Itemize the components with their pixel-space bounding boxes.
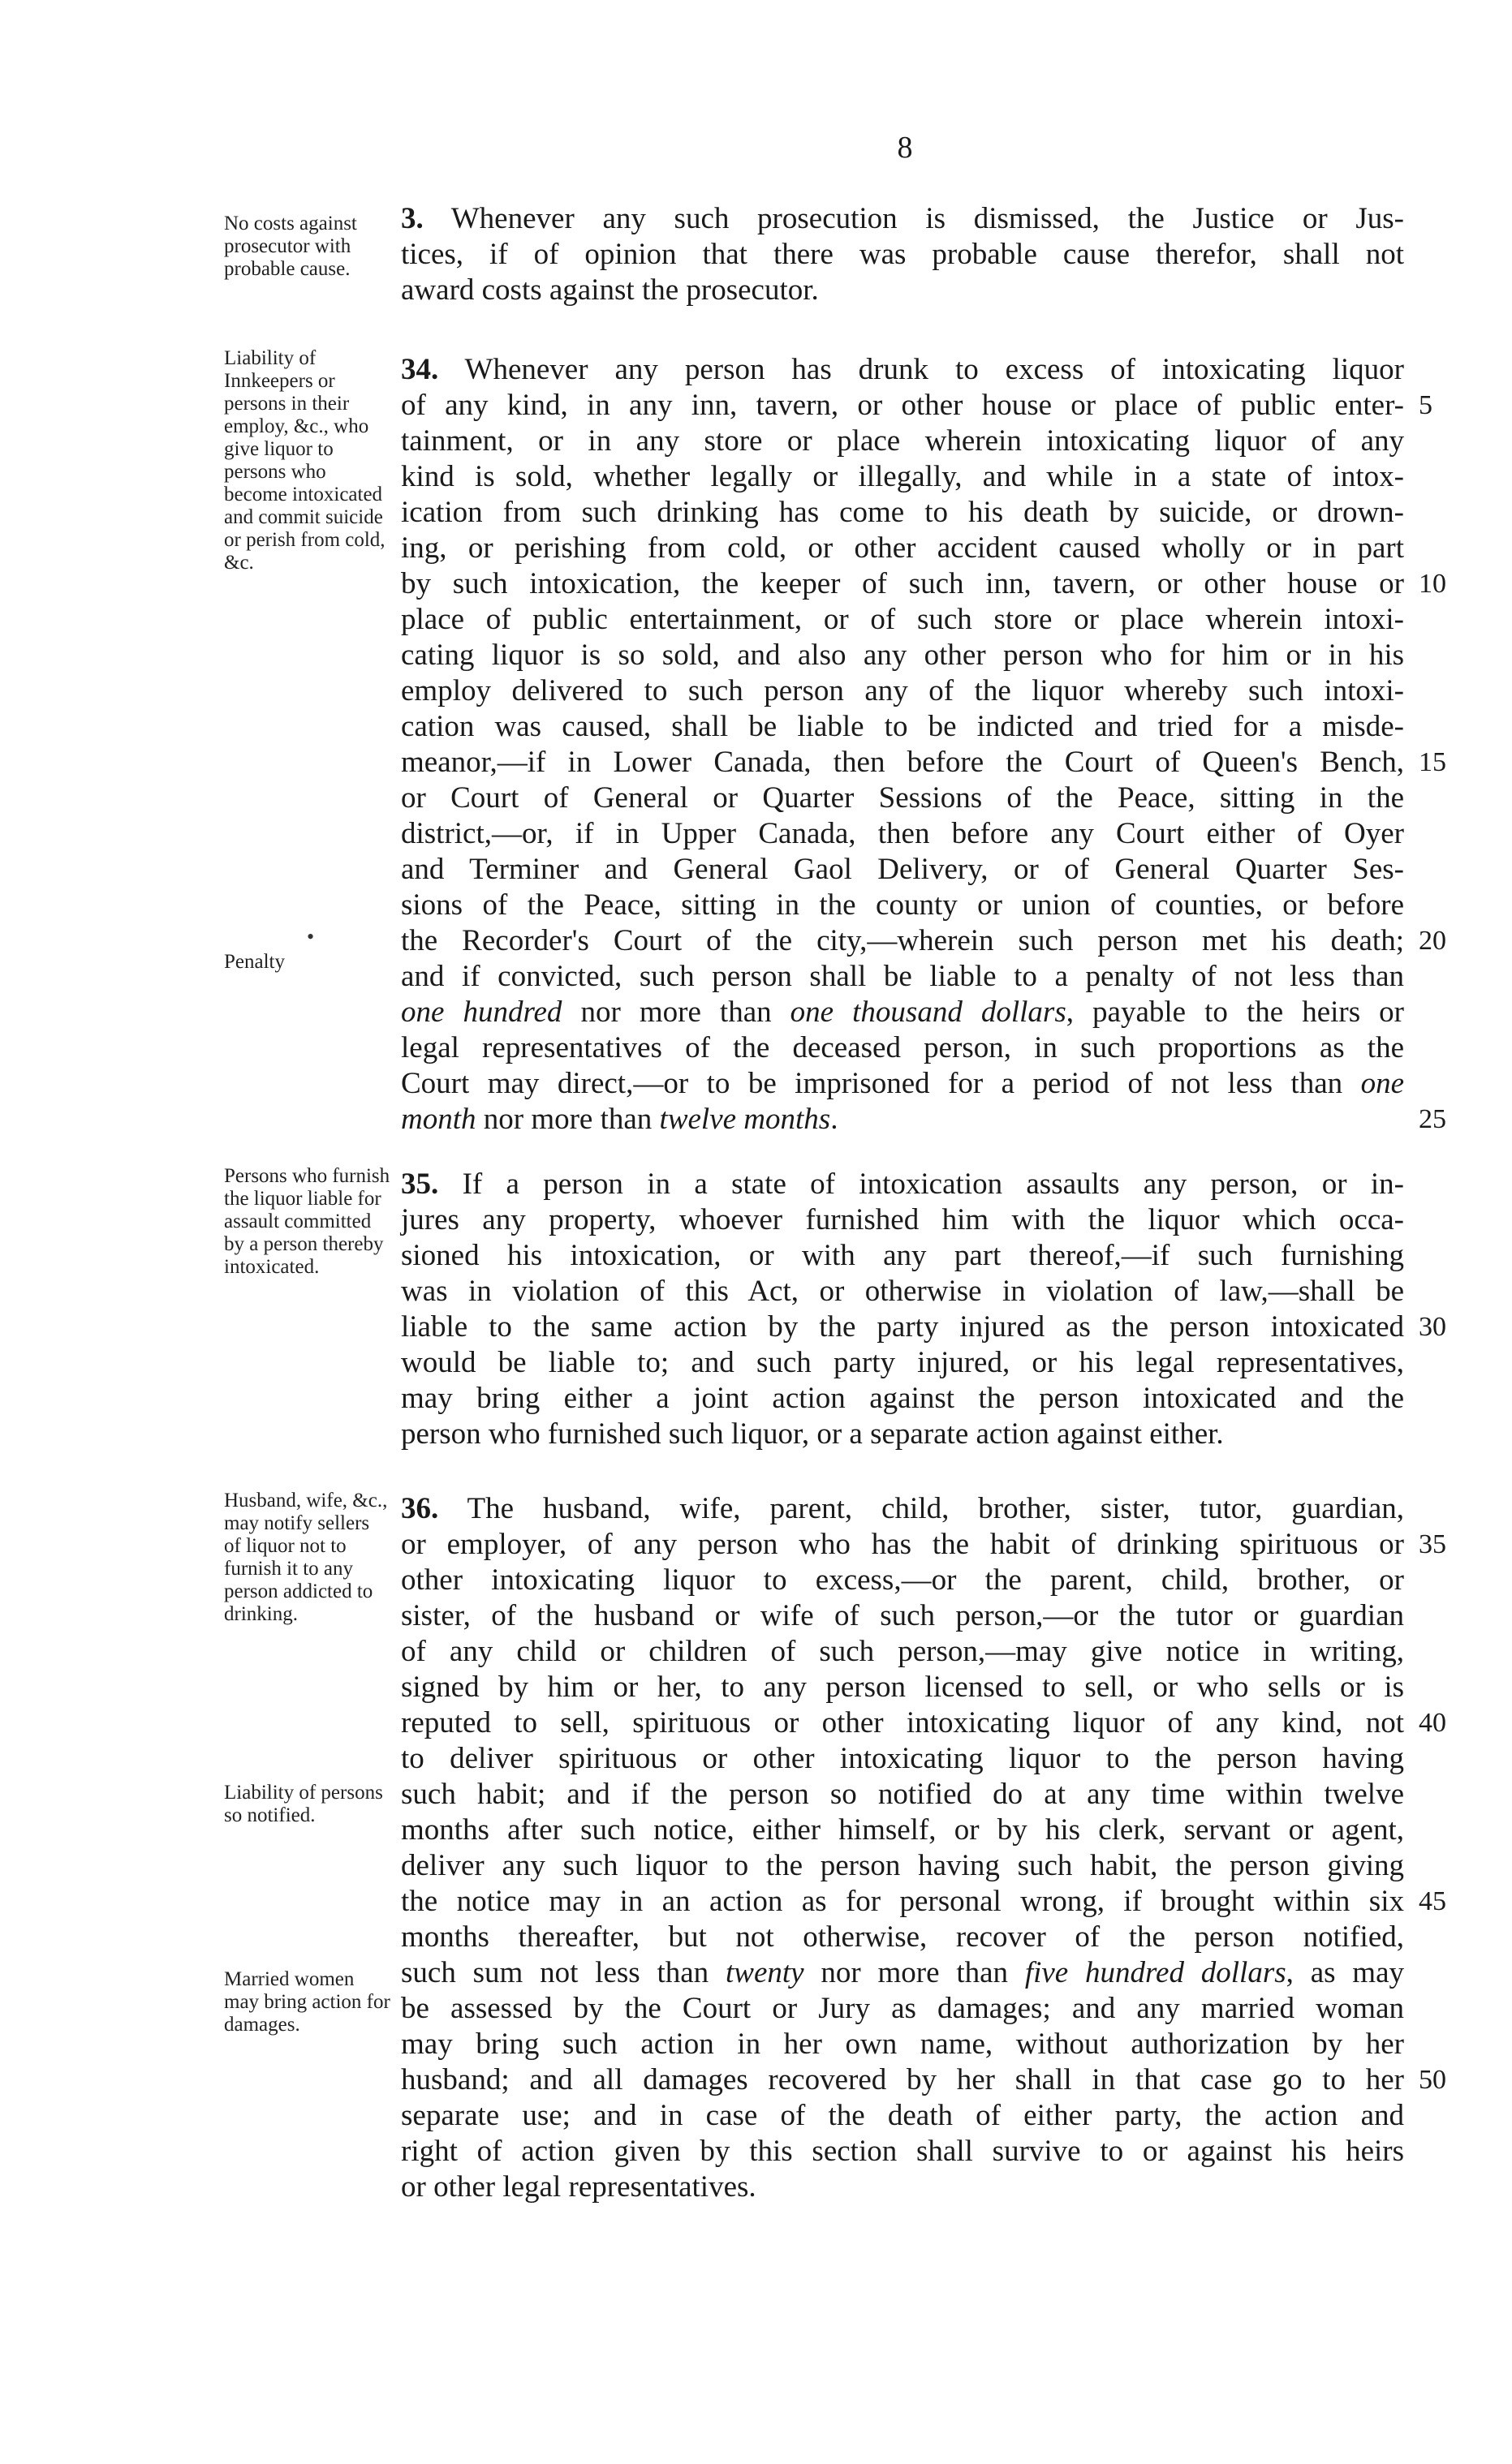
stray-mark: • <box>307 925 315 948</box>
text-line: cation was caused, shall be liable to be indicted and tried for a misde- <box>401 710 1404 743</box>
text-line: the notice may in an action as for personal wrong, if brought within six <box>401 1885 1404 1918</box>
line-number: 20 <box>1419 926 1446 956</box>
line-number: 50 <box>1419 2065 1446 2095</box>
line-text: Whenever any person has drunk to excess of intoxicating liquor <box>438 353 1404 386</box>
line-text: Whenever any such prosecution is dismissed, the Justice or Jus- <box>423 202 1404 235</box>
text-line: separate use; and in case of the death of either party, the action and <box>401 2099 1404 2132</box>
text-line: Court may direct,—or to be imprisoned for a period of not less than one <box>401 1067 1404 1100</box>
text-line: husband; and all damages recovered by her shall in that case go to her <box>401 2063 1404 2096</box>
text-line: such habit; and if the person so notified do at any time within twelve <box>401 1778 1404 1811</box>
text-line <box>401 1490 1404 1529</box>
line-text: If a person in a state of intoxication assaults any person, or in- <box>438 1167 1404 1201</box>
line-number: 25 <box>1419 1104 1446 1134</box>
text-line: signed by him or her, to any person licensed to sell, or who sells or is <box>401 1671 1404 1704</box>
text-line: meanor,—if in Lower Canada, then before the Court of Queen's Bench, <box>401 746 1404 779</box>
text-line: sions of the Peace, sitting in the county or union of counties, or before <box>401 888 1404 922</box>
margin-note-liability-innkeepers: Liability of Innkeepers or persons in their employ, &c., who give liquor to persons who become intoxicated and commit suicide or perish from cold, &c. <box>224 347 386 574</box>
text-line: place of public entertainment, or of such store or place wherein intoxi- <box>401 603 1404 636</box>
line-number: 35 <box>1419 1529 1446 1559</box>
text-line: tainment, or in any store or place wherein intoxicating liquor of any <box>401 424 1404 458</box>
text-line <box>401 200 1404 239</box>
text-line: reputed to sell, spirituous or other intoxicating liquor of any kind, not <box>401 1706 1404 1739</box>
text-line: may bring such action in her own name, without authorization by her <box>401 2028 1404 2061</box>
text-line: months after such notice, either himself, or by his clerk, servant or agent, <box>401 1813 1404 1847</box>
text-line: of any child or children of such person,—may give notice in writing, <box>401 1635 1404 1668</box>
text-line: months thereafter, but not otherwise, recover of the person notified, <box>401 1920 1404 1954</box>
line-number: 30 <box>1419 1312 1446 1342</box>
text-line: be assessed by the Court or Jury as damages; and any married woman <box>401 1992 1404 2025</box>
page-number: 8 <box>897 131 913 165</box>
text-line: other intoxicating liquor to excess,—or the parent, child, brother, or <box>401 1563 1404 1597</box>
text-line: cating liquor is so sold, and also any other person who for him or in his <box>401 639 1404 672</box>
line-text: The husband, wife, parent, child, brother, sister, tutor, guardian, <box>438 1492 1404 1525</box>
line-number: 5 <box>1419 390 1432 420</box>
text-line: one hundred nor more than one thousand dollars, payable to the heirs or <box>401 995 1404 1029</box>
margin-note-liability-notified: Liability of persons so notified. <box>224 1782 383 1826</box>
text-line: person who furnished such liquor, or a separate action against either. <box>401 1417 1224 1451</box>
text-line: sioned his intoxication, or with any part thereof,—if such furnishing <box>401 1239 1404 1272</box>
text-line: liable to the same action by the party injured as the person intoxicated <box>401 1310 1404 1344</box>
text-line: of any kind, in any inn, tavern, or other house or place of public enter- <box>401 389 1404 422</box>
text-line: month nor more than twelve months. <box>401 1103 838 1136</box>
text-line <box>401 350 1404 389</box>
text-line: or employer, of any person who has the habit of drinking spirituous or <box>401 1528 1404 1561</box>
text-line: the Recorder's Court of the city,—wherein such person met his death; <box>401 924 1404 957</box>
text-line: employ delivered to such person any of the liquor whereby such intoxi- <box>401 674 1404 707</box>
text-line: and if convicted, such person shall be liable to a penalty of not less than <box>401 960 1404 993</box>
text-line: ication from such drinking has come to his death by suicide, or drown- <box>401 496 1404 529</box>
margin-note-persons-who-furnish: Persons who furnish the liquor liable for assault committed by a person thereby intoxicated. <box>224 1165 390 1278</box>
text-line: deliver any such liquor to the person having such habit, the person giving <box>401 1849 1404 1882</box>
text-line: district,—or, if in Upper Canada, then before any Court either of Oyer <box>401 817 1404 850</box>
text-line: and Terminer and General Gaol Delivery, or of General Quarter Ses- <box>401 853 1404 886</box>
section-number: 35. <box>401 1167 439 1201</box>
text-line: jures any property, whoever furnished him with the liquor which occa- <box>401 1203 1404 1236</box>
text-line: such sum not less than twenty nor more than five hundred dollars, as may <box>401 1956 1405 1989</box>
text-line: ing, or perishing from cold, or other accident caused wholly or in part <box>401 531 1404 565</box>
text-line: to deliver spirituous or other intoxicating liquor to the person having <box>401 1742 1404 1775</box>
text-line: was in violation of this Act, or otherwise in violation of law,—shall be <box>401 1275 1404 1308</box>
margin-note-no-costs: No costs against prosecutor with probable cause. <box>224 213 357 280</box>
text-line: or Court of General or Quarter Sessions of the Peace, sitting in the <box>401 781 1404 815</box>
margin-note-penalty: Penalty <box>224 951 285 973</box>
text-line: kind is sold, whether legally or illegally, and while in a state of intox- <box>401 460 1404 493</box>
text-line: sister, of the husband or wife of such person,—or the tutor or guardian <box>401 1599 1404 1632</box>
text-line: legal representatives of the deceased person, in such proportions as the <box>401 1031 1404 1064</box>
text-line <box>401 1165 1404 1204</box>
text-line: by such intoxication, the keeper of such inn, tavern, or other house or <box>401 567 1404 600</box>
text-line: or other legal representatives. <box>401 2170 756 2204</box>
text-line: award costs against the prosecutor. <box>401 273 819 307</box>
margin-note-married-women: Married women may bring action for damages. <box>224 1968 390 2036</box>
text-line: may bring either a joint action against the person intoxicated and the <box>401 1382 1404 1415</box>
section-number: 36. <box>401 1492 439 1525</box>
section-number: 34. <box>401 353 439 386</box>
text-line: would be liable to; and such party injured, or his legal representatives, <box>401 1346 1404 1379</box>
text-line: right of action given by this section shall survive to or against his heirs <box>401 2135 1404 2168</box>
line-number: 10 <box>1419 569 1446 599</box>
margin-note-husband-wife: Husband, wife, &c., may notify sellers of liquor not to furnish it to any person addicted to drinking. <box>224 1490 388 1625</box>
line-number: 40 <box>1419 1708 1446 1738</box>
line-number: 45 <box>1419 1886 1446 1916</box>
section-number: 3. <box>401 202 424 235</box>
text-line: tices, if of opinion that there was probable cause therefor, shall not <box>401 238 1404 271</box>
line-number: 15 <box>1419 747 1446 777</box>
